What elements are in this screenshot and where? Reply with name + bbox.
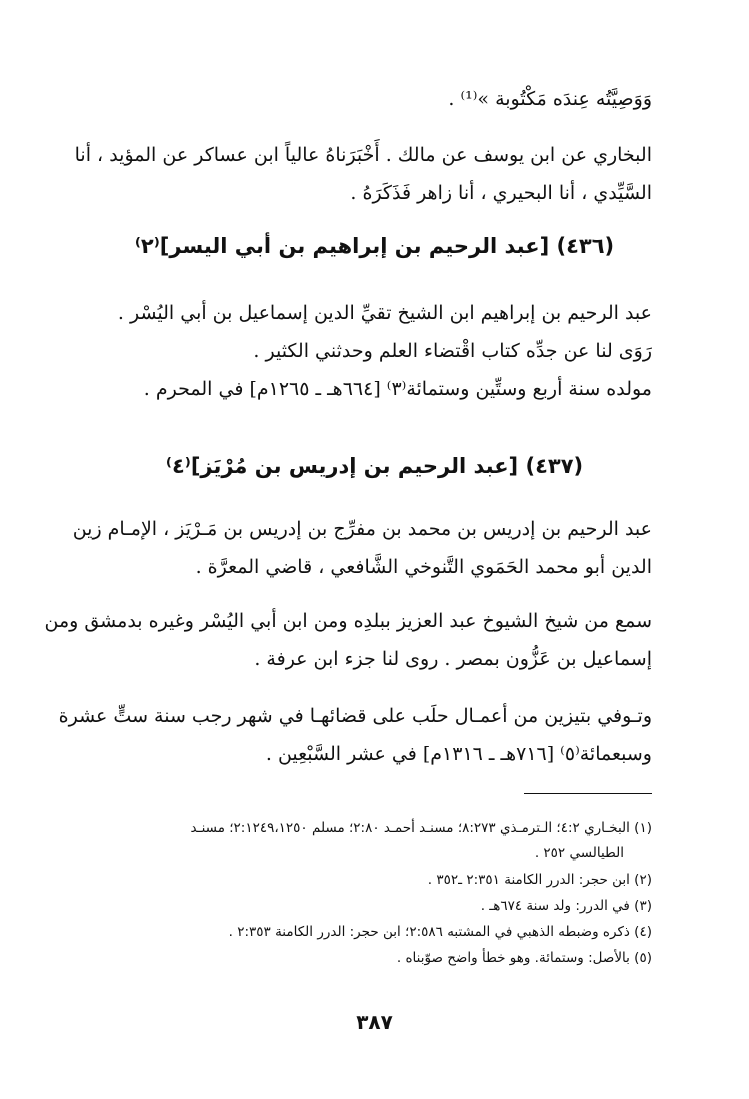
text-line: البخاري عن ابن يوسف عن مالك . أَخْبَرَناهُ عالياً ابن عساكر عن المؤيد ، أنا [74, 144, 652, 166]
hadith-chain-paragraph [74, 136, 652, 212]
text-line: وسبعمائة⁽٥⁾ [٧١٦هـ ـ ١٣١٦م] في عشر السَّبْعِين . [265, 743, 652, 765]
entry-437-paragraph-2 [44, 602, 652, 678]
text-line: الدين أبو محمد الحَمَوي التَّنوخي الشَّافعي ، قاضي المعرَّة . [195, 556, 652, 578]
text-line: وَوَصِيَّتُه عِندَه مَكْتُوبة »⁽¹⁾ . [448, 88, 652, 110]
page-number: ٣٨٧ [356, 1010, 393, 1034]
footnote-4: (٤) ذكره وضبطه الذهبي في المشتبه ٢:٥٨٦؛ ابن حجر: الدرر الكامنة ٢:٣٥٣ . [228, 924, 652, 940]
footnote-line: (١) البخـاري ٤:٢؛ الـترمـذي ٨:٢٧٣؛ مسنـد أحمـد ٢:٨٠؛ مسلم ٢:١٢٤٩،١٢٥٠؛ مسنـد [190, 820, 652, 836]
footnote-1 [92, 816, 652, 866]
text-line: وتـوفي بتيزين من أعمـال حلَب على قضائهـا في شهر رجب سنة ستٍّ عشرة [58, 705, 652, 727]
entry-437-paragraph-1 [72, 510, 652, 586]
text-line: عبد الرحيم بن إبراهيم ابن الشيخ تقيِّ الدين إسماعيل بن أبي اليُسْر . [117, 302, 652, 324]
text-line: إسماعيل بن عَزُّون بمصر . روى لنا جزء ابن عرفة . [254, 648, 652, 670]
text-line: رَوَى لنا عن جدِّه كتاب اقْتضاء العلم وحدثني الكثير . [253, 340, 652, 362]
footnote-line: الطيالسي ٢٥٢ . [534, 845, 624, 861]
continuation-text [102, 80, 652, 118]
footnote-2: (٢) ابن حجر: الدرر الكامنة ٢:٣٥١ ـ٣٥٢ . [427, 872, 652, 888]
entry-437-heading: (٤٣٧) [عبد الرحيم بن إدريس بن مُرْيَز]⁽٤⁾ [165, 454, 584, 478]
footnote-5: (٥) بالأصل: وستمائة. وهو خطأ واضح صوّبناه . [396, 950, 652, 966]
entry-436-body [102, 294, 652, 408]
entry-436-heading: (٤٣٦) [عبد الرحيم بن إبراهيم بن أبي اليسر]⁽٢⁾ [134, 234, 615, 258]
footnote-separator [524, 793, 652, 794]
text-line: السَّيِّدي ، أنا البحيري ، أنا زاهر فَذَكَرَهُ . [350, 182, 652, 204]
text-line: سمع من شيخ الشيوخ عبد العزيز ببلدِه ومن ابن أبي اليُسْر وغيره بدمشق ومن [44, 610, 652, 632]
text-line: مولده سنة أربع وستِّين وستمائة⁽٣⁾ [٦٦٤هـ ـ ١٢٦٥م] في المحرم . [143, 378, 652, 400]
entry-437-paragraph-3 [58, 697, 652, 773]
footnote-3: (٣) في الدرر: ولد سنة ٦٧٤هـ . [480, 898, 652, 914]
text-line: عبد الرحيم بن إدريس بن محمد بن مفرِّج بن إدريس بن مَـرْيَز ، الإمـام زين [72, 518, 652, 540]
